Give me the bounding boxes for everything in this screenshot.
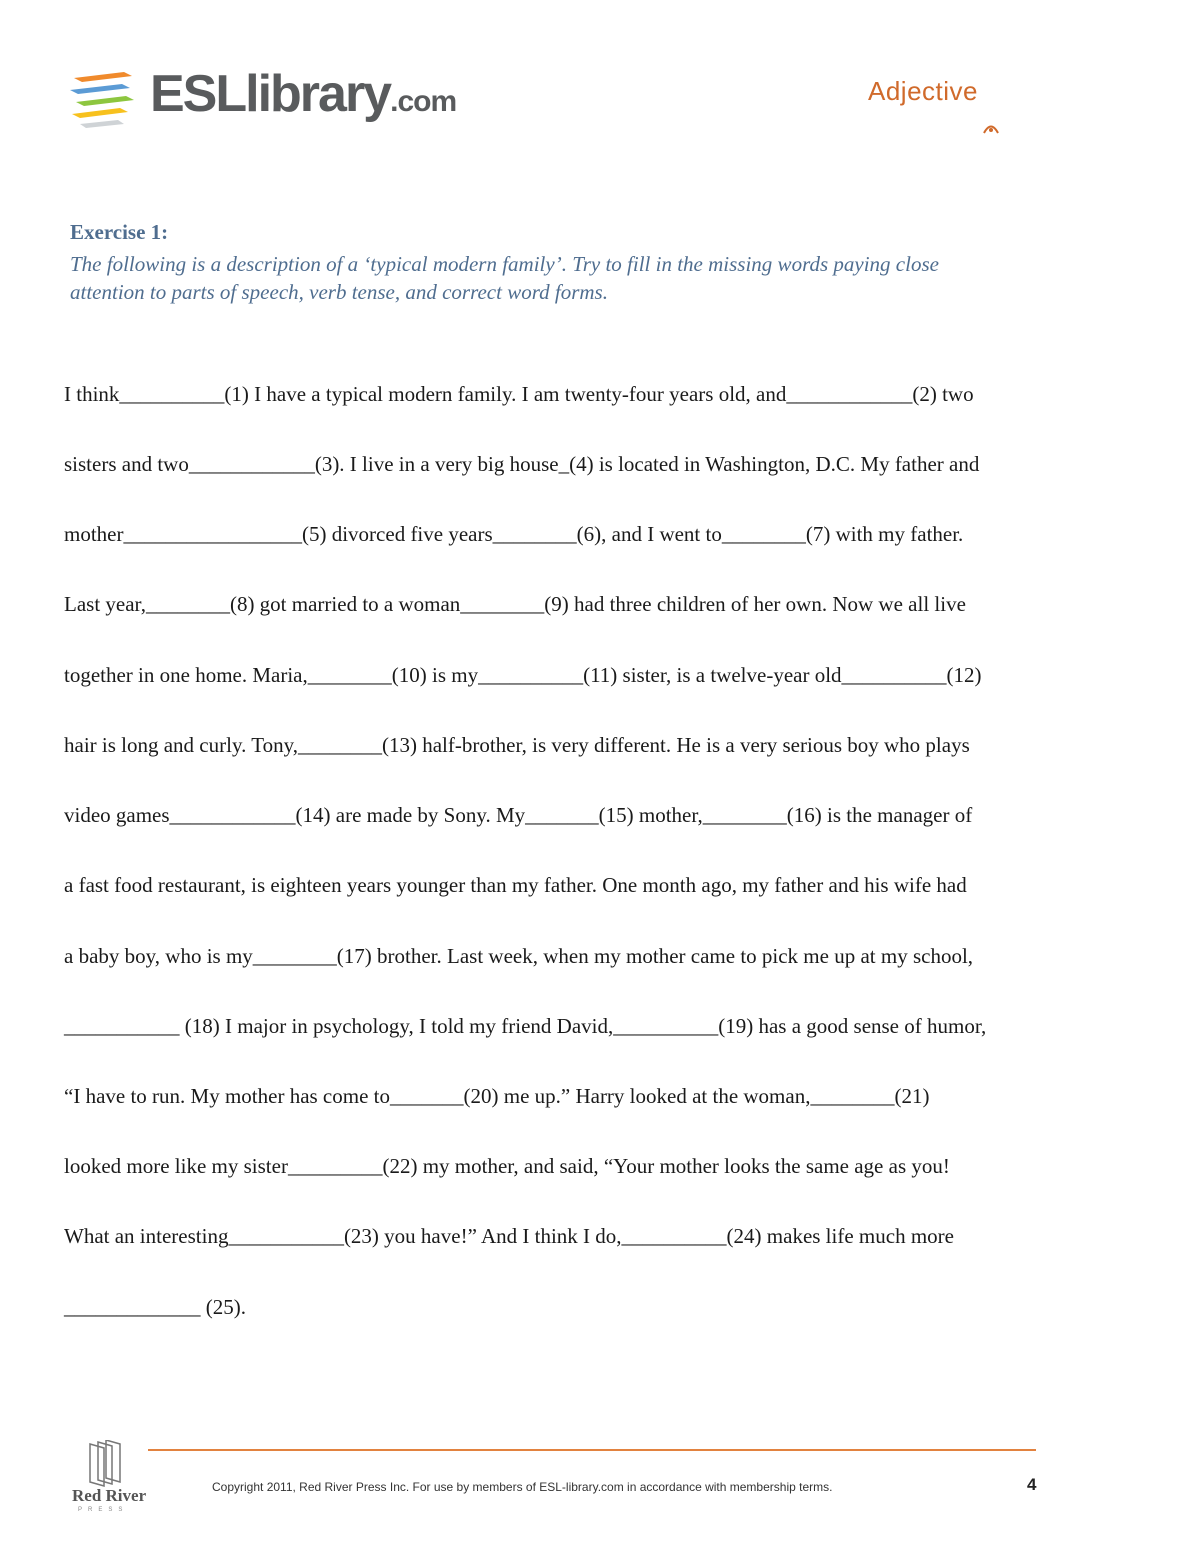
footer-divider <box>148 1449 1036 1451</box>
exercise-instructions <box>70 250 1070 306</box>
publisher-name: Red River <box>72 1486 147 1505</box>
instructions-line-1: The following is a description of a ‘typical modern family’. Try to fill in the missing words paying close <box>70 252 939 276</box>
passage-line: sisters and two____________(3). I live in a very big house_(4) is located in Washington, D.C. My father and <box>64 452 980 476</box>
passage-line: a fast food restaurant, is eighteen years younger than my father. One month ago, my father and his wife had <box>64 873 967 897</box>
passage-line: _____________ (25). <box>64 1295 246 1319</box>
passage-line: video games____________(14) are made by Sony. My_______(15) mother,________(16) is the manager of <box>64 803 973 827</box>
passage-line: ___________ (18) I major in psychology, I told my friend David,__________(19) has a good sense of humor, <box>64 1014 987 1038</box>
passage-line: a baby boy, who is my________(17) brother. Last week, when my mother came to pick me up at my school, <box>64 944 974 968</box>
publisher-sub: PRESS <box>78 1507 129 1513</box>
logo-main-text: ESLlibrary <box>150 65 391 123</box>
passage-line: What an interesting___________(23) you have!” And I think I do,__________(24) makes life much more <box>64 1224 954 1248</box>
page-number: 4 <box>1027 1475 1037 1494</box>
instructions-line-2: attention to parts of speech, verb tense, and correct word forms. <box>70 280 608 304</box>
passage-line: looked more like my sister_________(22) my mother, and said, “Your mother looks the same age as you! <box>64 1154 950 1178</box>
passage-line: hair is long and curly. Tony,________(13) half-brother, is very different. He is a very serious boy who plays <box>64 733 970 757</box>
copyright-notice: Copyright 2011, Red River Press Inc. For use by members of ESL-library.com in accordance with membership terms. <box>212 1480 833 1494</box>
passage-line: “I have to run. My mother has come to_______(20) me up.” Harry looked at the woman,________(21) <box>64 1084 930 1108</box>
logo-wordmark <box>150 64 456 124</box>
book-stack-icon <box>70 68 140 132</box>
logo-suffix-text: .com <box>390 85 457 118</box>
passage-line: mother_________________(5) divorced five years________(6), and I went to________(7) with my father. <box>64 522 964 546</box>
passage-line: Last year,________(8) got married to a woman________(9) had three children of her own. Now we all live <box>64 592 966 616</box>
esl-library-logo <box>70 65 457 138</box>
passage-line: I think__________(1) I have a typical modern family. I am twenty-four years old, and____________(2) two <box>64 382 974 406</box>
passage-line: together in one home. Maria,________(10) is my__________(11) sister, is a twelve-year old__________(12) <box>64 663 982 687</box>
exercise-title: Exercise 1: <box>70 220 169 244</box>
topic-label: Adjective <box>868 76 978 106</box>
topic-ornament-icon <box>982 122 1000 134</box>
